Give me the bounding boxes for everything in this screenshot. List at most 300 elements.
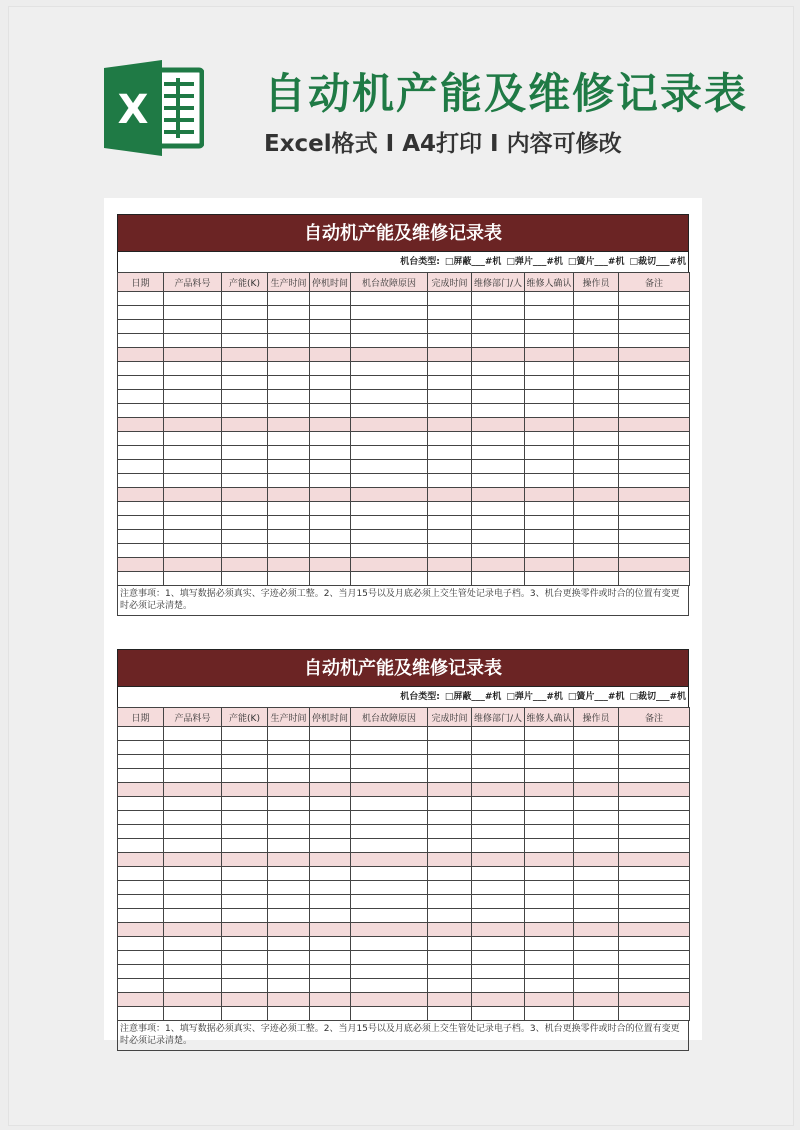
table-cell[interactable] — [310, 418, 351, 432]
table-cell[interactable] — [164, 797, 222, 811]
table-cell[interactable] — [268, 334, 310, 348]
table-cell[interactable] — [428, 404, 472, 418]
table-cell[interactable] — [472, 292, 525, 306]
table-cell[interactable] — [574, 572, 619, 586]
table-cell[interactable] — [268, 923, 310, 937]
table-cell[interactable] — [472, 320, 525, 334]
table-cell[interactable] — [222, 881, 268, 895]
table-cell[interactable] — [619, 881, 690, 895]
table-cell[interactable] — [351, 404, 428, 418]
table-cell[interactable] — [164, 390, 222, 404]
table-cell[interactable] — [428, 797, 472, 811]
table-cell[interactable] — [525, 867, 574, 881]
table-cell[interactable] — [164, 755, 222, 769]
table-cell[interactable] — [222, 558, 268, 572]
table-cell[interactable] — [619, 937, 690, 951]
table-cell[interactable] — [351, 516, 428, 530]
table-cell[interactable] — [428, 755, 472, 769]
table-cell[interactable] — [310, 558, 351, 572]
table-cell[interactable] — [351, 741, 428, 755]
table-cell[interactable] — [525, 334, 574, 348]
table-cell[interactable] — [428, 572, 472, 586]
table-cell[interactable] — [164, 502, 222, 516]
table-cell[interactable] — [574, 418, 619, 432]
table-cell[interactable] — [164, 348, 222, 362]
table-cell[interactable] — [472, 797, 525, 811]
table-cell[interactable] — [351, 292, 428, 306]
table-cell[interactable] — [525, 755, 574, 769]
table-cell[interactable] — [619, 390, 690, 404]
table-cell[interactable] — [351, 825, 428, 839]
table-cell[interactable] — [310, 306, 351, 320]
table-cell[interactable] — [525, 741, 574, 755]
table-cell[interactable] — [222, 825, 268, 839]
table-cell[interactable] — [525, 530, 574, 544]
table-cell[interactable] — [472, 306, 525, 320]
table-cell[interactable] — [574, 979, 619, 993]
table-cell[interactable] — [222, 741, 268, 755]
table-cell[interactable] — [118, 783, 164, 797]
table-cell[interactable] — [428, 895, 472, 909]
table-cell[interactable] — [574, 362, 619, 376]
table-cell[interactable] — [164, 923, 222, 937]
table-cell[interactable] — [222, 895, 268, 909]
table-cell[interactable] — [310, 797, 351, 811]
table-cell[interactable] — [574, 993, 619, 1007]
table-cell[interactable] — [310, 895, 351, 909]
table-cell[interactable] — [428, 965, 472, 979]
table-cell[interactable] — [268, 727, 310, 741]
table-cell[interactable] — [619, 923, 690, 937]
table-cell[interactable] — [472, 937, 525, 951]
table-cell[interactable] — [118, 432, 164, 446]
table-cell[interactable] — [525, 376, 574, 390]
table-cell[interactable] — [574, 544, 619, 558]
table-cell[interactable] — [118, 292, 164, 306]
table-cell[interactable] — [268, 769, 310, 783]
table-cell[interactable] — [619, 334, 690, 348]
table-cell[interactable] — [574, 951, 619, 965]
table-cell[interactable] — [525, 306, 574, 320]
table-cell[interactable] — [118, 558, 164, 572]
table-cell[interactable] — [164, 909, 222, 923]
table-cell[interactable] — [222, 516, 268, 530]
table-cell[interactable] — [428, 825, 472, 839]
table-cell[interactable] — [472, 418, 525, 432]
table-cell[interactable] — [351, 811, 428, 825]
table-cell[interactable] — [222, 474, 268, 488]
table-cell[interactable] — [222, 811, 268, 825]
table-cell[interactable] — [351, 558, 428, 572]
table-cell[interactable] — [619, 516, 690, 530]
table-cell[interactable] — [472, 530, 525, 544]
table-cell[interactable] — [351, 460, 428, 474]
table-cell[interactable] — [351, 502, 428, 516]
table-cell[interactable] — [222, 390, 268, 404]
table-cell[interactable] — [268, 348, 310, 362]
table-cell[interactable] — [118, 502, 164, 516]
table-cell[interactable] — [268, 951, 310, 965]
table-cell[interactable] — [619, 572, 690, 586]
table-cell[interactable] — [351, 418, 428, 432]
table-cell[interactable] — [222, 923, 268, 937]
table-cell[interactable] — [222, 769, 268, 783]
table-cell[interactable] — [164, 516, 222, 530]
table-cell[interactable] — [222, 867, 268, 881]
table-cell[interactable] — [574, 1007, 619, 1021]
table-cell[interactable] — [525, 502, 574, 516]
table-cell[interactable] — [310, 1007, 351, 1021]
table-cell[interactable] — [428, 867, 472, 881]
table-cell[interactable] — [472, 572, 525, 586]
table-cell[interactable] — [164, 362, 222, 376]
table-cell[interactable] — [310, 923, 351, 937]
table-cell[interactable] — [268, 909, 310, 923]
table-cell[interactable] — [118, 334, 164, 348]
table-cell[interactable] — [525, 292, 574, 306]
machine-type-checkbox[interactable]: □簧片___#机 — [567, 692, 625, 702]
table-cell[interactable] — [164, 867, 222, 881]
table-cell[interactable] — [525, 432, 574, 446]
table-cell[interactable] — [574, 881, 619, 895]
table-cell[interactable] — [472, 502, 525, 516]
table-cell[interactable] — [472, 404, 525, 418]
table-cell[interactable] — [619, 909, 690, 923]
table-cell[interactable] — [118, 306, 164, 320]
table-cell[interactable] — [428, 432, 472, 446]
table-cell[interactable] — [164, 474, 222, 488]
table-cell[interactable] — [574, 811, 619, 825]
table-cell[interactable] — [619, 502, 690, 516]
table-cell[interactable] — [268, 755, 310, 769]
table-cell[interactable] — [310, 755, 351, 769]
table-cell[interactable] — [574, 867, 619, 881]
table-cell[interactable] — [525, 320, 574, 334]
table-cell[interactable] — [118, 853, 164, 867]
table-cell[interactable] — [118, 811, 164, 825]
table-cell[interactable] — [619, 488, 690, 502]
table-cell[interactable] — [574, 306, 619, 320]
table-cell[interactable] — [428, 881, 472, 895]
table-cell[interactable] — [118, 755, 164, 769]
table-cell[interactable] — [268, 488, 310, 502]
table-cell[interactable] — [428, 530, 472, 544]
table-cell[interactable] — [118, 530, 164, 544]
machine-type-checkbox[interactable]: □屏蔽___#机 — [444, 692, 502, 702]
table-cell[interactable] — [310, 993, 351, 1007]
table-cell[interactable] — [619, 755, 690, 769]
table-cell[interactable] — [310, 348, 351, 362]
table-cell[interactable] — [118, 460, 164, 474]
table-cell[interactable] — [619, 362, 690, 376]
table-cell[interactable] — [118, 867, 164, 881]
table-cell[interactable] — [268, 530, 310, 544]
table-cell[interactable] — [164, 839, 222, 853]
table-cell[interactable] — [118, 544, 164, 558]
table-cell[interactable] — [310, 727, 351, 741]
table-cell[interactable] — [574, 839, 619, 853]
table-cell[interactable] — [619, 348, 690, 362]
table-cell[interactable] — [472, 825, 525, 839]
table-cell[interactable] — [268, 1007, 310, 1021]
table-cell[interactable] — [619, 895, 690, 909]
table-cell[interactable] — [351, 544, 428, 558]
table-cell[interactable] — [268, 502, 310, 516]
table-cell[interactable] — [222, 755, 268, 769]
table-cell[interactable] — [428, 909, 472, 923]
table-cell[interactable] — [268, 432, 310, 446]
table-cell[interactable] — [472, 867, 525, 881]
table-cell[interactable] — [118, 993, 164, 1007]
table-cell[interactable] — [619, 769, 690, 783]
table-cell[interactable] — [164, 993, 222, 1007]
table-cell[interactable] — [310, 572, 351, 586]
table-cell[interactable] — [351, 923, 428, 937]
table-cell[interactable] — [574, 755, 619, 769]
table-cell[interactable] — [118, 839, 164, 853]
table-cell[interactable] — [619, 418, 690, 432]
table-cell[interactable] — [164, 825, 222, 839]
table-cell[interactable] — [310, 881, 351, 895]
table-cell[interactable] — [118, 390, 164, 404]
table-cell[interactable] — [525, 390, 574, 404]
table-cell[interactable] — [525, 825, 574, 839]
table-cell[interactable] — [310, 839, 351, 853]
table-cell[interactable] — [574, 895, 619, 909]
table-cell[interactable] — [619, 292, 690, 306]
table-cell[interactable] — [428, 923, 472, 937]
table-cell[interactable] — [619, 376, 690, 390]
table-cell[interactable] — [525, 979, 574, 993]
table-cell[interactable] — [619, 727, 690, 741]
table-cell[interactable] — [428, 348, 472, 362]
table-cell[interactable] — [222, 460, 268, 474]
table-cell[interactable] — [351, 727, 428, 741]
table-cell[interactable] — [428, 306, 472, 320]
table-cell[interactable] — [310, 783, 351, 797]
table-cell[interactable] — [574, 937, 619, 951]
machine-type-checkbox[interactable]: □簧片___#机 — [567, 257, 625, 267]
table-cell[interactable] — [222, 432, 268, 446]
table-cell[interactable] — [351, 390, 428, 404]
table-cell[interactable] — [268, 446, 310, 460]
table-cell[interactable] — [310, 825, 351, 839]
table-cell[interactable] — [310, 769, 351, 783]
table-cell[interactable] — [118, 909, 164, 923]
table-cell[interactable] — [351, 895, 428, 909]
table-cell[interactable] — [428, 727, 472, 741]
table-cell[interactable] — [472, 488, 525, 502]
table-cell[interactable] — [525, 797, 574, 811]
table-cell[interactable] — [164, 572, 222, 586]
table-cell[interactable] — [310, 516, 351, 530]
table-cell[interactable] — [310, 544, 351, 558]
table-cell[interactable] — [574, 320, 619, 334]
table-cell[interactable] — [310, 446, 351, 460]
table-cell[interactable] — [525, 811, 574, 825]
table-cell[interactable] — [118, 320, 164, 334]
table-cell[interactable] — [118, 474, 164, 488]
table-cell[interactable] — [118, 516, 164, 530]
table-cell[interactable] — [472, 811, 525, 825]
table-cell[interactable] — [574, 965, 619, 979]
table-cell[interactable] — [574, 432, 619, 446]
table-cell[interactable] — [428, 979, 472, 993]
table-cell[interactable] — [164, 530, 222, 544]
table-cell[interactable] — [222, 797, 268, 811]
table-cell[interactable] — [268, 544, 310, 558]
table-cell[interactable] — [525, 993, 574, 1007]
table-cell[interactable] — [118, 376, 164, 390]
table-cell[interactable] — [268, 558, 310, 572]
table-cell[interactable] — [574, 558, 619, 572]
table-cell[interactable] — [619, 474, 690, 488]
table-cell[interactable] — [428, 320, 472, 334]
table-cell[interactable] — [118, 1007, 164, 1021]
table-cell[interactable] — [268, 797, 310, 811]
table-cell[interactable] — [619, 446, 690, 460]
table-cell[interactable] — [222, 446, 268, 460]
table-cell[interactable] — [351, 755, 428, 769]
table-cell[interactable] — [619, 530, 690, 544]
table-cell[interactable] — [525, 418, 574, 432]
table-cell[interactable] — [351, 446, 428, 460]
table-cell[interactable] — [351, 362, 428, 376]
table-cell[interactable] — [222, 404, 268, 418]
table-cell[interactable] — [428, 418, 472, 432]
table-cell[interactable] — [268, 741, 310, 755]
table-cell[interactable] — [268, 825, 310, 839]
table-cell[interactable] — [222, 488, 268, 502]
table-cell[interactable] — [351, 783, 428, 797]
table-cell[interactable] — [619, 965, 690, 979]
table-cell[interactable] — [268, 390, 310, 404]
table-cell[interactable] — [428, 769, 472, 783]
table-cell[interactable] — [472, 741, 525, 755]
table-cell[interactable] — [472, 348, 525, 362]
table-cell[interactable] — [222, 965, 268, 979]
table-cell[interactable] — [472, 460, 525, 474]
table-cell[interactable] — [310, 951, 351, 965]
table-cell[interactable] — [222, 993, 268, 1007]
table-cell[interactable] — [164, 937, 222, 951]
table-cell[interactable] — [472, 516, 525, 530]
table-cell[interactable] — [428, 474, 472, 488]
table-cell[interactable] — [310, 390, 351, 404]
table-cell[interactable] — [268, 404, 310, 418]
table-cell[interactable] — [619, 951, 690, 965]
table-cell[interactable] — [619, 783, 690, 797]
table-cell[interactable] — [268, 867, 310, 881]
table-cell[interactable] — [310, 909, 351, 923]
table-cell[interactable] — [118, 488, 164, 502]
table-cell[interactable] — [118, 572, 164, 586]
table-cell[interactable] — [428, 741, 472, 755]
table-cell[interactable] — [268, 306, 310, 320]
table-cell[interactable] — [472, 755, 525, 769]
table-cell[interactable] — [574, 516, 619, 530]
table-cell[interactable] — [164, 895, 222, 909]
table-cell[interactable] — [351, 769, 428, 783]
table-cell[interactable] — [164, 334, 222, 348]
table-cell[interactable] — [268, 572, 310, 586]
table-cell[interactable] — [164, 320, 222, 334]
table-cell[interactable] — [472, 362, 525, 376]
table-cell[interactable] — [222, 951, 268, 965]
table-cell[interactable] — [525, 404, 574, 418]
table-cell[interactable] — [619, 544, 690, 558]
table-cell[interactable] — [118, 348, 164, 362]
table-cell[interactable] — [351, 474, 428, 488]
table-cell[interactable] — [118, 895, 164, 909]
table-cell[interactable] — [222, 937, 268, 951]
table-cell[interactable] — [574, 923, 619, 937]
table-cell[interactable] — [351, 376, 428, 390]
table-cell[interactable] — [118, 825, 164, 839]
table-cell[interactable] — [619, 741, 690, 755]
table-cell[interactable] — [525, 881, 574, 895]
table-cell[interactable] — [472, 544, 525, 558]
table-cell[interactable] — [472, 769, 525, 783]
table-cell[interactable] — [164, 951, 222, 965]
table-cell[interactable] — [310, 488, 351, 502]
table-cell[interactable] — [428, 390, 472, 404]
table-cell[interactable] — [351, 951, 428, 965]
table-cell[interactable] — [525, 1007, 574, 1021]
table-cell[interactable] — [472, 853, 525, 867]
table-cell[interactable] — [619, 797, 690, 811]
table-cell[interactable] — [222, 348, 268, 362]
table-cell[interactable] — [428, 937, 472, 951]
table-cell[interactable] — [472, 965, 525, 979]
table-cell[interactable] — [268, 376, 310, 390]
table-cell[interactable] — [428, 376, 472, 390]
table-cell[interactable] — [164, 404, 222, 418]
table-cell[interactable] — [164, 558, 222, 572]
table-cell[interactable] — [574, 348, 619, 362]
table-cell[interactable] — [428, 334, 472, 348]
table-cell[interactable] — [310, 811, 351, 825]
table-cell[interactable] — [222, 320, 268, 334]
table-cell[interactable] — [118, 741, 164, 755]
table-cell[interactable] — [619, 460, 690, 474]
machine-type-checkbox[interactable]: □弹片___#机 — [506, 692, 563, 702]
table-cell[interactable] — [118, 923, 164, 937]
table-cell[interactable] — [525, 937, 574, 951]
table-cell[interactable] — [118, 951, 164, 965]
table-cell[interactable] — [351, 432, 428, 446]
table-cell[interactable] — [268, 937, 310, 951]
table-cell[interactable] — [118, 797, 164, 811]
table-cell[interactable] — [428, 558, 472, 572]
table-cell[interactable] — [310, 432, 351, 446]
table-cell[interactable] — [222, 530, 268, 544]
table-cell[interactable] — [619, 558, 690, 572]
table-cell[interactable] — [574, 488, 619, 502]
table-cell[interactable] — [268, 783, 310, 797]
table-cell[interactable] — [164, 881, 222, 895]
table-cell[interactable] — [310, 965, 351, 979]
table-cell[interactable] — [619, 839, 690, 853]
table-cell[interactable] — [351, 797, 428, 811]
table-cell[interactable] — [164, 783, 222, 797]
table-cell[interactable] — [525, 839, 574, 853]
table-cell[interactable] — [164, 418, 222, 432]
table-cell[interactable] — [525, 923, 574, 937]
table-cell[interactable] — [351, 853, 428, 867]
table-cell[interactable] — [164, 853, 222, 867]
table-cell[interactable] — [525, 558, 574, 572]
